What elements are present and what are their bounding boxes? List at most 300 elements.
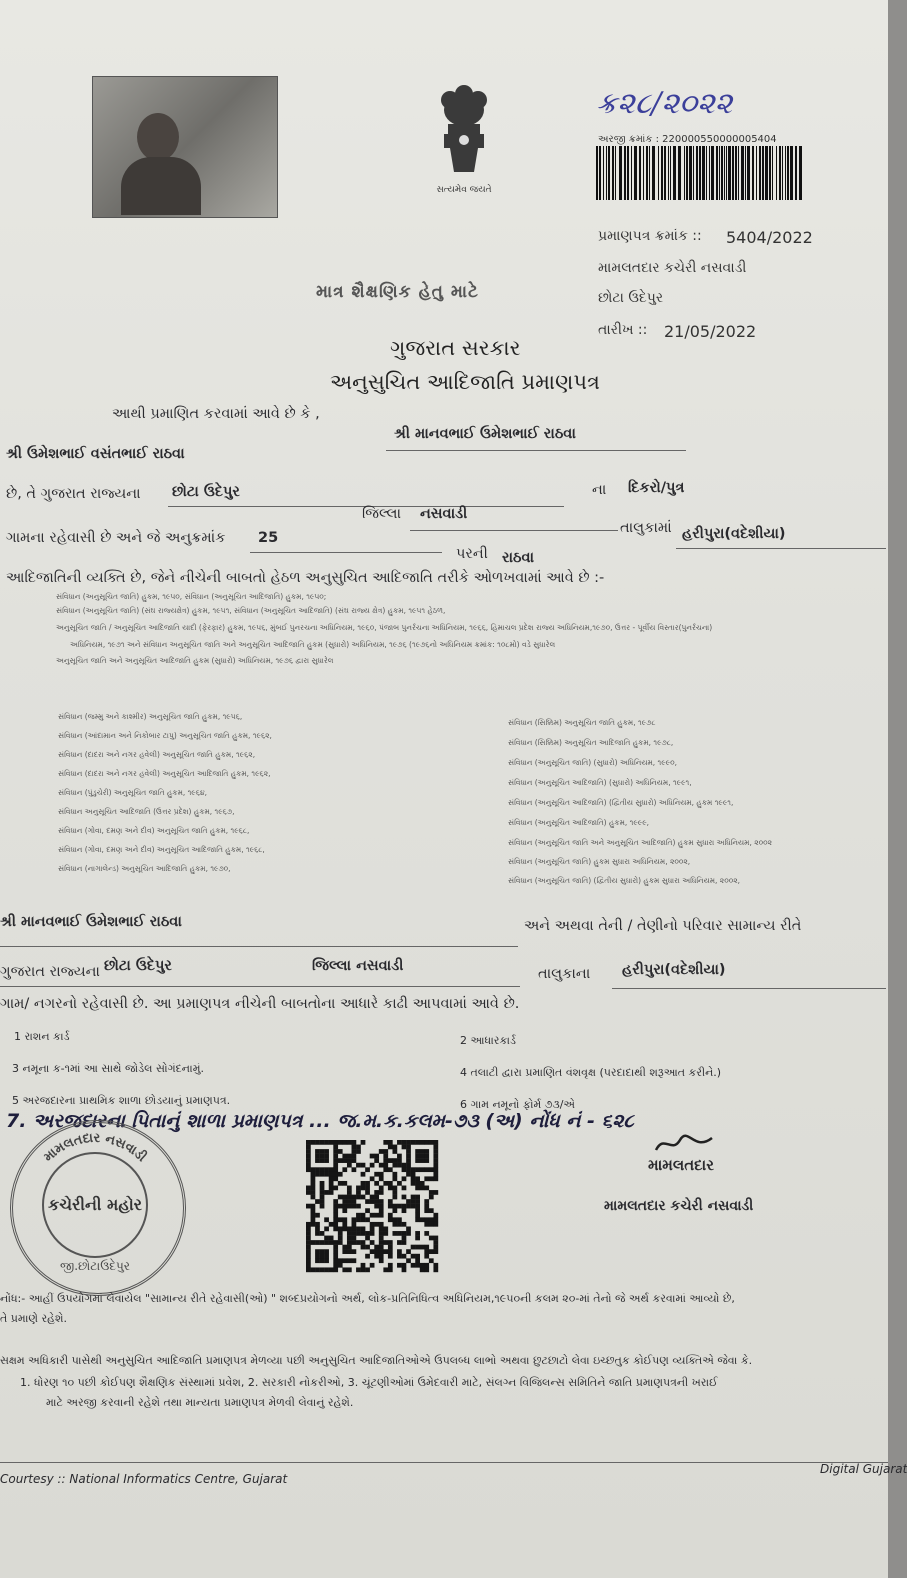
taluka-label: તાલુકામાં <box>620 520 672 536</box>
qr-module <box>411 1195 416 1200</box>
order-right: સંવિધાન (અનુસૂચિત જાતિ) હુકમ સુધારા અધિનિયમ, ૨૦૦૨, <box>508 857 691 866</box>
qr-module <box>429 1208 434 1213</box>
qr-module <box>370 1263 375 1268</box>
qr-module <box>361 1226 366 1231</box>
qr-module <box>402 1176 407 1181</box>
qr-module <box>347 1186 352 1191</box>
qr-module <box>415 1149 420 1154</box>
qr-module <box>320 1140 325 1145</box>
qr-module <box>315 1167 320 1172</box>
seal-graphic <box>10 1120 180 1290</box>
qr-module <box>420 1149 425 1154</box>
barcode-bar <box>782 146 783 200</box>
qr-module <box>383 1249 388 1254</box>
qr-module <box>306 1245 311 1250</box>
qr-module <box>388 1267 393 1272</box>
qr-module <box>333 1154 338 1159</box>
qr-module <box>411 1176 416 1181</box>
qr-module <box>402 1267 407 1272</box>
barcode-bar <box>624 146 626 200</box>
barcode-bar <box>664 146 666 200</box>
qr-module <box>315 1226 320 1231</box>
barcode-bar <box>608 146 610 200</box>
qr-module <box>397 1263 402 1268</box>
order-right: સંવિધાન (સિક્કિમ) અનુસૂચિત આદિજાતિ હુકમ, ૧૯૭૮, <box>508 738 674 747</box>
qr-module <box>333 1140 338 1145</box>
qr-module <box>379 1199 384 1204</box>
qr-module <box>383 1158 388 1163</box>
qr-module <box>347 1163 352 1168</box>
qr-module <box>379 1172 384 1177</box>
qr-module <box>388 1181 393 1186</box>
qr-module <box>356 1190 361 1195</box>
applicant-underline <box>386 450 686 451</box>
qr-module <box>406 1149 411 1154</box>
seal-center-text: કચેરીની મહોર <box>48 1195 142 1214</box>
qr-module <box>347 1226 352 1231</box>
qr-module <box>388 1158 393 1163</box>
qr-module <box>411 1263 416 1268</box>
qr-module <box>333 1263 338 1268</box>
signatory-title: મામલતદાર <box>648 1156 714 1174</box>
qr-module <box>347 1190 352 1195</box>
barcode-bar <box>787 146 789 200</box>
qr-module <box>356 1213 361 1218</box>
qr-module <box>397 1158 402 1163</box>
qr-module <box>424 1158 429 1163</box>
qr-module <box>361 1231 366 1236</box>
qr-module <box>433 1236 438 1241</box>
res-district-underline <box>0 986 520 987</box>
qr-module <box>365 1245 370 1250</box>
order-left: સંવિધાન (પુંડુચેરી) અનુસૂચિત જાતિ હુકમ, ૧૯૬૪, <box>58 788 207 797</box>
application-number: અરજી ક્રમાંક : 220000550000005404 <box>598 134 777 145</box>
order-right: સંવિધાન (અનુસૂચિત જાતિ) (દ્વિતીય સુધારો) હુકમ સુધારા અધિનિયમ, ૨૦૦૨, <box>508 876 741 885</box>
barcode-bar <box>728 146 731 200</box>
seal-bottom-text: જી.છોટાઉદેપુર <box>59 1259 131 1273</box>
qr-module <box>420 1154 425 1159</box>
qr-module <box>433 1222 438 1227</box>
applicant-name: શ્રી માનવભાઈ ઉમેશભાઈ રાઠવા <box>394 426 576 442</box>
qr-module <box>374 1195 379 1200</box>
qr-module <box>420 1263 425 1268</box>
qr-module <box>356 1231 361 1236</box>
barcode-bar <box>639 146 641 200</box>
qr-module <box>324 1258 329 1263</box>
qr-module <box>411 1181 416 1186</box>
qr-module <box>306 1204 311 1209</box>
qr-module <box>370 1240 375 1245</box>
qr-module <box>361 1267 366 1272</box>
qr-module <box>397 1204 402 1209</box>
issue-date: 21/05/2022 <box>664 322 757 341</box>
qr-module <box>415 1254 420 1259</box>
qr-module <box>406 1249 411 1254</box>
qr-module <box>347 1231 352 1236</box>
qr-module <box>415 1167 420 1172</box>
qr-module <box>365 1167 370 1172</box>
qr-module <box>356 1267 361 1272</box>
qr-module <box>374 1190 379 1195</box>
qr-module <box>315 1258 320 1263</box>
qr-module <box>370 1154 375 1159</box>
qr-module <box>356 1186 361 1191</box>
qr-module <box>383 1140 388 1145</box>
qr-module <box>379 1222 384 1227</box>
qr-module <box>333 1149 338 1154</box>
qr-module <box>388 1204 393 1209</box>
qr-module <box>352 1195 357 1200</box>
qr-module <box>411 1140 416 1145</box>
qr-module <box>347 1240 352 1245</box>
qr-module <box>320 1240 325 1245</box>
qr-module <box>411 1172 416 1177</box>
qr-module <box>415 1245 420 1250</box>
qr-module <box>361 1186 366 1191</box>
qr-module <box>306 1226 311 1231</box>
qr-module <box>347 1236 352 1241</box>
qr-module <box>347 1158 352 1163</box>
qr-module <box>388 1263 393 1268</box>
qr-module <box>306 1145 311 1150</box>
qr-module <box>315 1231 320 1236</box>
qr-module <box>324 1167 329 1172</box>
qr-module <box>415 1258 420 1263</box>
qr-module <box>338 1181 343 1186</box>
qr-module <box>342 1208 347 1213</box>
qr-module <box>388 1167 393 1172</box>
qr-module <box>342 1222 347 1227</box>
barcode-bar <box>673 146 676 200</box>
barcode-bar <box>765 146 768 200</box>
qr-module <box>311 1172 316 1177</box>
qr-module <box>433 1163 438 1168</box>
qr-module <box>424 1267 429 1272</box>
qr-module <box>311 1204 316 1209</box>
qr-module <box>411 1167 416 1172</box>
footer-note: 1. ધોરણ ૧૦ પછી કોઈપણ શૈક્ષણિક સંસ્થામાં પ્રવેશ, 2. સરકારી નોકરીઓ, 3. ચૂંટણીઓમાં ઉમેદવારી માટે, સંલગ્ન વિજિલન્સ સમિતિને જાતિ પ્રમાણપત્રની ખરાઈ <box>20 1376 718 1389</box>
qr-module <box>420 1158 425 1163</box>
qr-module <box>311 1190 316 1195</box>
qr-module <box>388 1240 393 1245</box>
qr-module <box>397 1154 402 1159</box>
barcode-bar <box>716 146 718 200</box>
barcode <box>596 146 802 200</box>
qr-module <box>333 1208 338 1213</box>
barcode-bar <box>686 146 688 200</box>
father-name: શ્રી ઉમેશભાઈ વસંતભાઈ રાઠવા <box>6 446 185 462</box>
qr-module <box>324 1154 329 1159</box>
order-left: સંવિધાન (દાદરા અને નગર હવેલી) અનુસૂચિત જાતિ હુકમ, ૧૯૬૨, <box>58 750 256 759</box>
qr-module <box>424 1222 429 1227</box>
qr-module <box>329 1167 334 1172</box>
signatory-office: મામલતદાર કચેરી નસવાડી <box>604 1198 754 1214</box>
qr-module <box>374 1199 379 1204</box>
footer-note: નોંધ:- આહીં ઉપયોગમાં લેવાયેલ "સામાન્ય રીતે રહેવાસી(ઓ) " શબ્દપ્રયોગનો અર્થ, લોક-પ્રતિનિધિત્વ અધિનિયમ,૧૯૫૦ની કલમ ૨૦-માં તેનો જે અર્થ કરવામાં આવ્યો છે, <box>0 1292 735 1305</box>
qr-module <box>397 1254 402 1259</box>
barcode-bar <box>706 146 707 200</box>
qr-module <box>374 1172 379 1177</box>
qr-module <box>306 1263 311 1268</box>
qr-module <box>306 1231 311 1236</box>
qr-module <box>429 1195 434 1200</box>
qr-module <box>433 1149 438 1154</box>
barcode-bar <box>752 146 754 200</box>
qr-module <box>415 1217 420 1222</box>
footer-note: તે પ્રમાણે રહેશે. <box>0 1312 67 1325</box>
qr-module <box>311 1176 316 1181</box>
qr-module <box>324 1240 329 1245</box>
qr-module <box>306 1267 311 1272</box>
qr-module <box>311 1167 316 1172</box>
qr-module <box>383 1231 388 1236</box>
qr-module <box>392 1204 397 1209</box>
qr-module <box>352 1167 357 1172</box>
qr-module <box>388 1145 393 1150</box>
qr-module <box>379 1190 384 1195</box>
qr-module <box>338 1231 343 1236</box>
qr-module <box>365 1236 370 1241</box>
qr-module <box>429 1176 434 1181</box>
qr-module <box>383 1181 388 1186</box>
office-seal <box>10 1120 186 1296</box>
qr-module <box>365 1217 370 1222</box>
qr-module <box>402 1254 407 1259</box>
qr-module <box>338 1263 343 1268</box>
qr-module <box>342 1158 347 1163</box>
barcode-bar <box>612 146 614 200</box>
qr-module <box>388 1213 393 1218</box>
resident-name: શ્રી માનવભાઈ ઉમેશભાઈ રાઠવા <box>0 914 182 930</box>
qr-module <box>415 1176 420 1181</box>
order-line: અધિનિયમ, ૧૯૭૧ અને સંવિધાન અનુસૂચિત જાતિ અને અનુસૂચિત આદિજાતિ હુકમ (સુધારો) અધિનિયમ, ૧૯૭૬ (૧૯૭૬નો અધિનિયમ ક્રમાંક: ૧૦૮મો) વડે સુધારેલ <box>70 640 556 649</box>
qr-module <box>329 1172 334 1177</box>
jilla-label: જિલ્લા <box>362 506 402 522</box>
smudged-stamp-text: માત્ર શૈક્ષણિક હેતુ માટે <box>316 282 479 302</box>
qr-module <box>397 1222 402 1227</box>
qr-module <box>306 1236 311 1241</box>
qr-module <box>333 1176 338 1181</box>
qr-module <box>342 1204 347 1209</box>
qr-module <box>411 1245 416 1250</box>
qr-module <box>329 1267 334 1272</box>
qr-module <box>306 1140 311 1145</box>
barcode-bar <box>670 146 671 200</box>
barcode-bar <box>599 146 601 200</box>
qr-module <box>352 1231 357 1236</box>
relation-value: દિકરો/પુત્ર <box>628 480 685 496</box>
qr-module <box>356 1226 361 1231</box>
qr-module <box>415 1204 420 1209</box>
barcode-bar <box>649 146 650 200</box>
qr-module <box>388 1217 393 1222</box>
qr-module <box>329 1176 334 1181</box>
res-district: છોટા ઉદેપુર <box>104 958 172 974</box>
order-right: સંવિધાન (અનુસૂચિત જાતિ અને અનુસૂચિત આદિજાતિ) હુકમ સુધારા અધિનિયમ, ૨૦૦૨ <box>508 838 773 847</box>
qr-module <box>365 1208 370 1213</box>
qr-module <box>333 1217 338 1222</box>
qr-module <box>356 1217 361 1222</box>
qr-module <box>433 1154 438 1159</box>
qr-module <box>433 1190 438 1195</box>
qr-module <box>383 1167 388 1172</box>
qr-module <box>383 1240 388 1245</box>
qr-module <box>370 1249 375 1254</box>
qr-module <box>402 1195 407 1200</box>
order-left: સંવિધાન અનુસૂચિત આદિજાતિ (ઉત્તર પ્રદેશ) હુકમ, ૧૯૬૭, <box>58 807 235 816</box>
document-item: 2 આધારકાર્ડ <box>460 1034 516 1047</box>
qr-module <box>379 1254 384 1259</box>
res-state-label: ગુજરાત રાજ્યના <box>0 964 100 980</box>
qr-module <box>329 1140 334 1145</box>
qr-module <box>365 1181 370 1186</box>
qr-module <box>311 1181 316 1186</box>
qr-module <box>315 1240 320 1245</box>
order-right: સંવિધાન (અનુસૂચિત આદિજાતિ) (સુધારો) અધિનિયમ, ૧૯૯૧, <box>508 778 692 787</box>
qr-module <box>374 1204 379 1209</box>
qr-module <box>324 1172 329 1177</box>
qr-module <box>397 1240 402 1245</box>
qr-module <box>352 1249 357 1254</box>
qr-module <box>365 1231 370 1236</box>
qr-module <box>397 1181 402 1186</box>
tribe-value: રાઠવા <box>502 550 535 566</box>
qr-module <box>361 1213 366 1218</box>
qr-module <box>333 1163 338 1168</box>
qr-module <box>352 1258 357 1263</box>
qr-module <box>397 1231 402 1236</box>
qr-module <box>306 1154 311 1159</box>
barcode-bar <box>741 146 744 200</box>
qr-module <box>352 1199 357 1204</box>
res-taluka-label: તાલુકાના <box>538 966 591 982</box>
qr-module <box>324 1254 329 1259</box>
qr-module <box>374 1213 379 1218</box>
qr-module <box>320 1249 325 1254</box>
qr-module <box>338 1226 343 1231</box>
applicant-photo <box>92 76 278 218</box>
state-label: છે, તે ગુજરાત રાજ્યના <box>6 486 141 502</box>
qr-module <box>365 1254 370 1259</box>
qr-module <box>402 1231 407 1236</box>
qr-module <box>333 1226 338 1231</box>
qr-module <box>338 1140 343 1145</box>
qr-module <box>338 1204 343 1209</box>
qr-module <box>370 1222 375 1227</box>
qr-module <box>379 1176 384 1181</box>
qr-module <box>356 1204 361 1209</box>
recognition-text: આદિજાતિની વ્યક્તિ છે, જેને નીચેની બાબતો હેઠળ અનુસુચિત આદિજાતિ તરીકે ઓળખવામાં આવે છે :- <box>6 570 605 586</box>
qr-module <box>397 1163 402 1168</box>
qr-module <box>397 1140 402 1145</box>
barcode-bar <box>799 146 802 200</box>
qr-module <box>433 1176 438 1181</box>
qr-module <box>361 1240 366 1245</box>
barcode-bar <box>762 146 764 200</box>
order-left: સંવિધાન (આંદામાન અને નિકોબાર ટાપુ) અનુસૂચિત જાતિ હુકમ, ૧૯૬૨, <box>58 731 272 740</box>
digital-gujarat-text: Digital Gujarat <box>820 1462 907 1476</box>
barcode-bar <box>726 146 727 200</box>
qr-module <box>388 1140 393 1145</box>
qr-module <box>347 1267 352 1272</box>
taluka-name: નસવાડી <box>420 506 468 522</box>
qr-module <box>370 1226 375 1231</box>
qr-module <box>320 1254 325 1259</box>
qr-module <box>392 1190 397 1195</box>
qr-module <box>333 1199 338 1204</box>
qr-module <box>320 1199 325 1204</box>
qr-module <box>352 1149 357 1154</box>
order-left: સંવિધાન (ગોવા, દમણ અને દીવ) અનુસૂચિત આદિજાતિ હુકમ, ૧૯૬૮, <box>58 845 265 854</box>
qr-module <box>329 1186 334 1191</box>
qr-module <box>333 1204 338 1209</box>
qr-module <box>424 1204 429 1209</box>
qr-module <box>311 1186 316 1191</box>
cert-no-label: પ્રમાણપત્ર ક્રમાંક :: <box>598 228 702 244</box>
barcode-bar <box>631 146 632 200</box>
barcode-bar <box>721 146 723 200</box>
qr-module <box>392 1149 397 1154</box>
qr-module <box>333 1158 338 1163</box>
qr-module <box>306 1254 311 1259</box>
res-village: હરીપુરા(વદેશીયા) <box>622 962 726 978</box>
qr-module <box>411 1199 416 1204</box>
qr-module <box>320 1181 325 1186</box>
qr-module <box>306 1149 311 1154</box>
qr-module <box>415 1158 420 1163</box>
qr-module <box>320 1186 325 1191</box>
qr-module <box>365 1199 370 1204</box>
village-underline <box>676 548 886 549</box>
national-emblem-icon <box>420 80 508 200</box>
qr-module <box>415 1231 420 1236</box>
qr-module <box>370 1163 375 1168</box>
qr-module <box>315 1254 320 1259</box>
qr-module <box>379 1249 384 1254</box>
barcode-bar <box>747 146 750 200</box>
qr-module <box>361 1181 366 1186</box>
qr-module <box>415 1199 420 1204</box>
qr-module <box>415 1154 420 1159</box>
qr-module <box>392 1163 397 1168</box>
qr-module <box>347 1258 352 1263</box>
qr-module <box>374 1181 379 1186</box>
qr-module <box>424 1217 429 1222</box>
qr-module <box>324 1149 329 1154</box>
qr-module <box>356 1163 361 1168</box>
qr-module <box>433 1263 438 1268</box>
qr-module <box>338 1217 343 1222</box>
village-value: હરીપુરા(વદેશીયા) <box>682 526 786 542</box>
qr-module <box>338 1172 343 1177</box>
qr-module <box>361 1163 366 1168</box>
qr-module <box>333 1167 338 1172</box>
signature-scribble <box>654 1132 714 1156</box>
qr-module <box>320 1172 325 1177</box>
qr-module <box>333 1222 338 1227</box>
qr-module <box>388 1254 393 1259</box>
qr-module <box>424 1176 429 1181</box>
qr-module <box>338 1149 343 1154</box>
handwritten-note: 7. અરજદારના પિતાનું શાળા પ્રમાણપત્ર ... જ.મ.ક.કલમ-૭૩ (અ) નોંધ નં - ૬૨૮ <box>6 1110 634 1132</box>
qr-module <box>406 1231 411 1236</box>
qr-module <box>433 1167 438 1172</box>
barcode-bar <box>693 146 694 200</box>
barcode-bar <box>719 146 720 200</box>
qr-module <box>433 1145 438 1150</box>
barcode-bar <box>745 146 746 200</box>
qr-module <box>333 1245 338 1250</box>
